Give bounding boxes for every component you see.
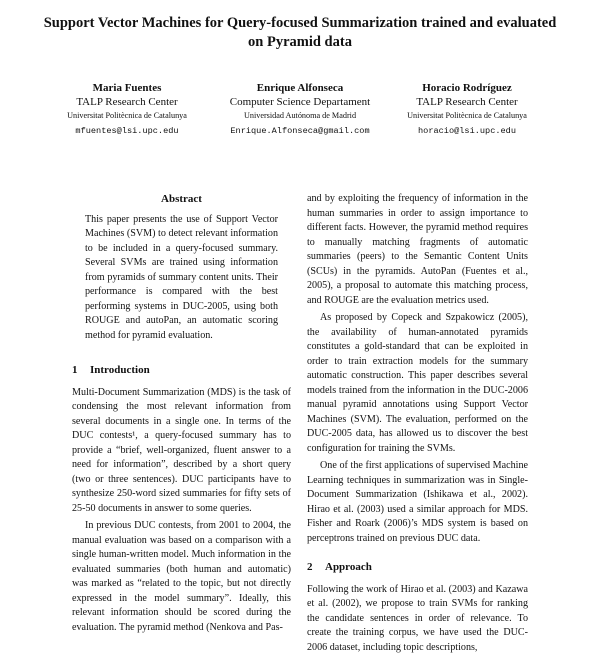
abstract-text: This paper presents the use of Support Vector Machines (SVM) to detect relevant information to be included in a query-focused summary. Several SVMs are trained using information from pyramids of summary content units. Their performance is compared with the best performing systems in DUC-2005, using both ROUGE and autoPan, an automatic scoring method for pyramid evaluation. [85,213,278,344]
abstract-heading: Abstract [85,192,278,207]
section-heading-introduction [72,363,291,378]
author-email: mfuentes@lsi.upc.edu [42,123,212,139]
author-institution: TALP Research Center [382,95,552,109]
author-institution: Computer Science Departament [215,95,385,109]
author-name: Maria Fuentes [42,82,212,95]
author-block-3 [382,82,552,139]
paragraph: Multi-Document Summarization (MDS) is the task of condensing the most relevant information from several documents in a single one. In terms of the DUC contests¹, a query-focused summary has to provide a “brief, well-organized, fluent answer to a need for information”, described by a short query (two or three sentences). DUC participants have to synthesize 250-word sized summaries for fifty sets of 25-50 documents in answer to some queries. [72,386,291,517]
section-number: 2 [307,560,325,575]
author-name: Horacio Rodríguez [382,82,552,95]
left-column [72,192,291,635]
paragraph: As proposed by Copeck and Szpakowicz (2005), the availability of human-annotated pyramids constitutes a gold-standard that can be exploited in order to train extraction models for the summary automatic construction. This paper describes several models trained from the information in the DUC-2006 manual pyramid annotations using Support Vector Machines (SVM). The evaluation, performed on the DUC-2005 data, has allowed us to discover the best configuration for training the SVMs. [307,311,528,456]
section-heading-approach [307,560,528,575]
right-column [307,192,528,655]
author-institution: TALP Research Center [42,95,212,109]
author-block-1 [42,82,212,139]
author-university: Universitat Politècnica de Catalunya [382,109,552,123]
paragraph: One of the first applications of supervised Machine Learning techniques in summarization was in Single-Document Summarization (Ishikawa et al., 2002). Hirao et al. (2003) used a similar approach for MDS. Fisher and Roark (2006)’s MDS system is based on perceptrons trained on previous DUC data. [307,459,528,546]
paragraph: and by exploiting the frequency of information in the human summaries in order to assign importance to different facts. However, the pyramid method requires to manually matching fragments of automatic summaries (peers) to the Semantic Content Units (SCUs) in the pyramids. AutoPan (Fuentes et al., 2005), a proposal to automate this matching process, and ROUGE are the evaluation metrics used. [307,192,528,308]
author-name: Enrique Alfonseca [215,82,385,95]
section-number: 1 [72,363,90,378]
author-email: Enrique.Alfonseca@gmail.com [215,123,385,139]
paper-title: Support Vector Machines for Query-focused Summarization trained and evaluated on Pyramid data [40,14,560,52]
author-email: horacio@lsi.upc.edu [382,123,552,139]
abstract [72,192,291,343]
section-title: Approach [325,561,372,573]
paragraph: In previous DUC contests, from 2001 to 2004, the manual evaluation was based on a comparison with a single human-written model. Much information in the evaluated summaries (both human and automatic) was marked as “related to the topic, but not directly expressed in the model summary”. Ideally, this relevant information should be scored during the evaluation. The pyramid method (Nenkova and Pas- [72,519,291,635]
author-university: Universidad Autónoma de Madrid [215,109,385,123]
author-block-2 [215,82,385,139]
paragraph: Following the work of Hirao et al. (2003) and Kazawa et al. (2002), we propose to train SVMs for ranking the candidate sentences in order of relevance. To create the training corpus, we have used the DUC-2006 dataset, including topic descriptions, [307,583,528,655]
section-title: Introduction [90,364,150,376]
author-university: Universitat Politècnica de Catalunya [42,109,212,123]
